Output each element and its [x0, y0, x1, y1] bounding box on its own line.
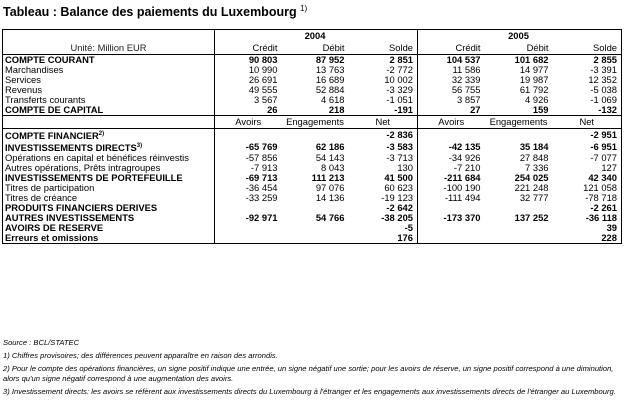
- cell-value: 7 336: [525, 163, 549, 174]
- cell-value: [485, 129, 553, 142]
- cell-value: [282, 233, 349, 244]
- row-label-text: Transferts courants: [5, 95, 86, 105]
- cell-value: 97 076: [315, 183, 345, 194]
- cell-value: -6 951: [553, 141, 622, 153]
- row-label-text: COMPTE COURANT: [5, 54, 95, 65]
- cell-value: -36 454: [215, 183, 282, 193]
- row-label-text: Opérations en capital et bénéfices réinvestis: [5, 153, 189, 164]
- cell-value: 14 977: [519, 65, 549, 75]
- cell-value: -1 069: [553, 95, 622, 105]
- row-label: [3, 105, 215, 116]
- col-debit-2004: Débit: [282, 42, 349, 55]
- cell-value: -2 772: [386, 65, 413, 75]
- cell-value: -69 713: [215, 173, 282, 183]
- title-footnote-ref: 1): [300, 4, 308, 13]
- table-row: [3, 223, 622, 233]
- col-financial-1: Engagements: [485, 116, 553, 129]
- cell-value: 27 848: [519, 153, 549, 164]
- table-row: [3, 153, 622, 163]
- row-label: [3, 65, 215, 75]
- cell-value: 19 987: [519, 75, 549, 85]
- col-solde-2004: Solde: [349, 42, 418, 55]
- cell-value: -7 210: [418, 163, 485, 173]
- table-row: [3, 173, 622, 183]
- footnote-1: 1) Chiffres provisoires; des différences peuvent apparaître en raison des arrondis.: [3, 351, 278, 360]
- cell-value: -7 913: [215, 163, 282, 173]
- cell-value: [282, 129, 349, 142]
- col-financial-0: Avoirs: [418, 116, 485, 129]
- cell-value: -19 123: [381, 193, 413, 204]
- row-label-text: Services: [5, 75, 41, 85]
- cell-value: -42 135: [418, 141, 485, 153]
- row-label-text: AUTRES INVESTISSEMENTS: [5, 213, 135, 224]
- cell-value: 8 043: [321, 163, 345, 174]
- cell-value: -7 077: [553, 153, 622, 163]
- cell-value: 27: [418, 105, 485, 116]
- cell-value: -3 713: [386, 153, 413, 164]
- cell-value: -191: [394, 105, 413, 115]
- row-label: [3, 55, 215, 66]
- cell-value: 52 884: [315, 85, 345, 95]
- table-row: [3, 183, 622, 193]
- unit-label: Unité: Million EUR: [3, 42, 215, 55]
- table-row: [3, 75, 622, 85]
- row-label-text: Titres de créance: [5, 193, 78, 204]
- cell-value: [418, 129, 485, 142]
- cell-value: 130: [397, 163, 413, 174]
- row-label-text: INVESTISSEMENTS DIRECTS: [5, 142, 137, 154]
- cell-value: -2 836: [386, 129, 413, 141]
- cell-value: -2 642: [386, 203, 413, 214]
- row-label: [3, 95, 215, 105]
- cell-value: [282, 203, 349, 213]
- table-row: [3, 193, 622, 203]
- cell-value: -100 190: [418, 183, 485, 193]
- cell-value: 54 143: [315, 153, 345, 164]
- col-credit-2004: Crédit: [215, 42, 282, 55]
- cell-value: 10 990: [215, 65, 282, 75]
- cell-value: 54 766: [315, 213, 345, 224]
- cell-value: [418, 223, 485, 233]
- table-row: [3, 141, 622, 153]
- cell-value: [418, 203, 485, 213]
- cell-value: 221 248: [514, 183, 549, 194]
- cell-value: [485, 233, 553, 244]
- cell-value: 26 691: [215, 75, 282, 85]
- cell-value: [215, 233, 282, 244]
- table-row: [3, 233, 622, 244]
- cell-value: -5: [404, 223, 413, 234]
- row-label: [3, 75, 215, 85]
- cell-value: 61 792: [519, 85, 549, 95]
- cell-value: -38 205: [381, 213, 413, 224]
- row-label-text: Titres de participation: [5, 183, 95, 194]
- cell-value: 111 213: [311, 173, 345, 184]
- cell-value: -33 259: [215, 193, 282, 203]
- cell-value: 11 586: [418, 65, 485, 75]
- cell-value: 87 952: [315, 54, 345, 65]
- col-credit-2005: Crédit: [418, 42, 485, 55]
- cell-value: 90 803: [215, 55, 282, 66]
- cell-value: [215, 223, 282, 233]
- row-label: [3, 153, 215, 163]
- cell-value: -65 769: [215, 141, 282, 153]
- footnote-3: 3) Investissement directs: les avoirs se réfèrent aux investissements directs du Luxembourg à l'étranger et les engagements aux investissements directs de l'étranger au Luxembourg.: [3, 387, 616, 396]
- cell-value: 2 851: [389, 54, 413, 65]
- table-row: [3, 163, 622, 173]
- cell-value: 62 186: [315, 141, 345, 153]
- cell-value: -1 051: [386, 95, 413, 105]
- row-label: [3, 233, 215, 244]
- cell-value: [485, 223, 553, 233]
- cell-value: 228: [553, 233, 622, 244]
- row-label: [3, 163, 215, 173]
- cell-value: [485, 203, 553, 213]
- row-label-text: Erreurs et omissions: [5, 233, 99, 244]
- row-label-text: COMPTE DE CAPITAL: [5, 105, 104, 115]
- cell-value: 32 339: [418, 75, 485, 85]
- cell-value: -111 494: [418, 193, 485, 203]
- cell-value: -5 038: [553, 85, 622, 95]
- row-label-text: PRODUITS FINANCIERS DERIVES: [5, 203, 158, 214]
- cell-value: -2 261: [553, 203, 622, 213]
- table-row: [3, 203, 622, 213]
- cell-value: 16 689: [315, 75, 345, 85]
- cell-value: 3 567: [215, 95, 282, 105]
- cell-value: 41 500: [384, 173, 413, 184]
- cell-value: 137 252: [514, 213, 549, 224]
- column-header-row: [3, 42, 622, 55]
- table-row: [3, 65, 622, 75]
- cell-value: [215, 203, 282, 213]
- year-2004: 2004: [282, 30, 349, 43]
- row-label-text: Autres opérations, Prêts intragroupes: [5, 163, 161, 174]
- cell-value: -57 856: [215, 153, 282, 163]
- cell-value: 159: [532, 105, 549, 115]
- cell-value: 176: [349, 233, 418, 244]
- cell-value: 49 555: [215, 85, 282, 95]
- cell-value: -34 926: [418, 153, 485, 163]
- title-text: Tableau : Balance des paiements du Luxembourg: [3, 5, 297, 20]
- row-label-text: AVOIRS DE RESERVE: [5, 223, 104, 234]
- col-solde-2005: Solde: [553, 42, 622, 55]
- row-label: [3, 213, 215, 223]
- footnote-2: 2) Pour le compte des opérations financières, un signe positif indique une entrée, un signe négatif une sortie; pour les avoirs de réserve, un signe positif correspond à une diminution, alors qu'un signe négatif correspond à une augmentation des avoirs.: [3, 364, 614, 383]
- row-label: [3, 173, 215, 183]
- col-debit-2005: Débit: [485, 42, 553, 55]
- col-financial-2: Net: [553, 116, 622, 129]
- cell-value: 10 002: [384, 75, 413, 85]
- cell-value: [418, 233, 485, 244]
- cell-value: -2 951: [553, 129, 622, 142]
- cell-value: 218: [328, 105, 345, 115]
- table-row: [3, 105, 622, 116]
- cell-value: 13 763: [315, 65, 345, 75]
- row-label: [3, 223, 215, 233]
- row-label: [3, 193, 215, 203]
- cell-value: -3 583: [386, 141, 413, 153]
- cell-value: -36 118: [553, 213, 622, 223]
- cell-value: -173 370: [418, 213, 485, 223]
- row-label-text: Marchandises: [5, 65, 64, 75]
- year-header-row: [3, 30, 622, 43]
- cell-value: -211 684: [418, 173, 485, 183]
- table-row: [3, 95, 622, 105]
- row-footnote-ref: 3): [136, 143, 143, 150]
- cell-value: 32 777: [519, 193, 549, 204]
- cell-value: -92 971: [215, 213, 282, 223]
- row-label: [3, 129, 215, 142]
- col-financial-0: Avoirs: [215, 116, 282, 129]
- balance-table: [2, 29, 622, 244]
- cell-value: 254 025: [514, 173, 549, 184]
- col-financial-1: Engagements: [282, 116, 349, 129]
- cell-value: -132: [553, 105, 622, 116]
- financial-header-row: [3, 116, 622, 129]
- cell-value: 4 618: [321, 95, 345, 105]
- table-body: [3, 30, 622, 244]
- table-title: [3, 4, 307, 19]
- row-label: [3, 203, 215, 213]
- cell-value: 42 340: [553, 173, 622, 183]
- col-financial-2: Net: [349, 116, 418, 129]
- cell-value: 104 537: [418, 55, 485, 66]
- source-note: Source : BCL/STATEC: [3, 338, 80, 347]
- row-footnote-ref: 2): [98, 131, 105, 137]
- cell-value: 35 184: [519, 141, 549, 153]
- year-2005: 2005: [485, 30, 553, 43]
- row-label-text: COMPTE FINANCIER: [5, 130, 99, 142]
- row-label: [3, 141, 215, 153]
- row-label: [3, 85, 215, 95]
- table-row: [3, 129, 622, 142]
- row-label: [3, 183, 215, 193]
- cell-value: 26: [215, 105, 282, 116]
- cell-value: 12 352: [553, 75, 622, 85]
- cell-value: 121 058: [553, 183, 622, 193]
- cell-value: 14 136: [315, 193, 345, 204]
- cell-value: 2 855: [553, 55, 622, 66]
- cell-value: 4 926: [525, 95, 549, 105]
- cell-value: 39: [553, 223, 622, 233]
- cell-value: 101 682: [514, 54, 549, 65]
- footnotes: [3, 338, 621, 397]
- cell-value: 127: [553, 163, 622, 173]
- cell-value: 60 623: [384, 183, 413, 194]
- row-label-text: INVESTISSEMENTS DE PORTEFEUILLE: [5, 173, 183, 184]
- cell-value: -3 391: [553, 65, 622, 75]
- row-label-text: Revenus: [5, 85, 43, 95]
- table-row: [3, 213, 622, 223]
- table-row: [3, 55, 622, 66]
- cell-value: [282, 223, 349, 233]
- cell-value: [215, 129, 282, 142]
- cell-value: 3 857: [418, 95, 485, 105]
- cell-value: -3 329: [386, 85, 413, 95]
- cell-value: 56 755: [418, 85, 485, 95]
- table-row: [3, 85, 622, 95]
- cell-value: -78 718: [553, 193, 622, 203]
